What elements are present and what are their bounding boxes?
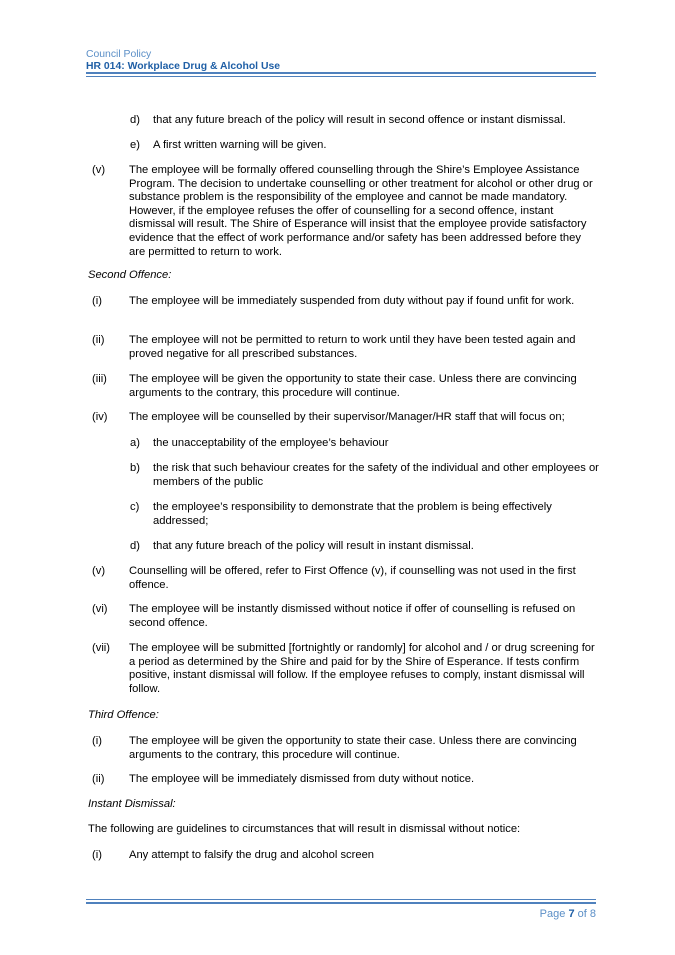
list-item-text: the employee’s responsibility to demonstrate that the problem is being effectively addressed; bbox=[153, 501, 552, 527]
list-number: (ii) bbox=[92, 334, 105, 346]
section-heading-instant-dismissal: Instant Dismissal: bbox=[88, 798, 176, 810]
list-item-text: The employee will not be permitted to return to work until they have been tested again and proved negative for all prescribed substances. bbox=[129, 334, 576, 360]
list-number: (iii) bbox=[92, 373, 107, 385]
list-number: e) bbox=[130, 139, 140, 151]
list-item-text: Counselling will be offered, refer to First Offence (v), if counselling was not used in the first offence. bbox=[129, 565, 576, 591]
current-page: 7 bbox=[568, 908, 575, 920]
list-item-text: that any future breach of the policy will result in instant dismissal. bbox=[153, 540, 474, 552]
list-item-text: The employee will be instantly dismissed without notice if offer of counselling is refused on second offence. bbox=[129, 603, 576, 629]
list-item-text: Any attempt to falsify the drug and alcohol screen bbox=[129, 849, 375, 861]
list-number: (vi) bbox=[92, 603, 108, 615]
list-item-text: the risk that such behaviour creates for the safety of the individual and other employees or members of the public bbox=[153, 462, 599, 488]
of-word: of bbox=[577, 908, 587, 920]
list-item-text: The employee will be immediately suspended from duty without pay if found unfit for work. bbox=[129, 295, 575, 307]
page-word: Page bbox=[539, 908, 566, 920]
list-item-text: the unacceptability of the employee’s behaviour bbox=[153, 437, 389, 449]
list-number: (i) bbox=[92, 849, 102, 861]
list-item-text: The employee will be formally offered counselling through the Shire’s Employee Assistance Program. The decision to undertake counselling or other treatment for alcohol or other drug or substance problem is the responsibility of the employee and cannot be made mandatory. However, if the employee refuses the offer of counselling for a second offence, instant dismissal will result. The Shire of Esperance will insist that the employee provide satisfactory evidence that the effect of work performance and/or safety has been addressed before they are permitted to return to work. bbox=[129, 164, 593, 258]
list-number: a) bbox=[130, 437, 140, 449]
list-number: (v) bbox=[92, 565, 106, 577]
section-heading-second-offence: Second Offence: bbox=[88, 269, 172, 281]
section-heading-third-offence: Third Offence: bbox=[88, 709, 159, 721]
header-org: Council Policy bbox=[86, 49, 152, 60]
list-number: b) bbox=[130, 462, 140, 474]
list-number: c) bbox=[130, 501, 140, 513]
list-number: (i) bbox=[92, 295, 102, 307]
header-doc-title: HR 014: Workplace Drug & Alcohol Use bbox=[86, 61, 281, 72]
list-number: (v) bbox=[92, 164, 106, 176]
footer-rule bbox=[86, 902, 596, 904]
list-item-text: The employee will be submitted [fortnightly or randomly] for alcohol and / or drug screening for a period as determined by the Shire and paid for by the Shire of Esperance. If tests confirm positive, instant dismissal will follow. If the employee refuses to comply, instant dismissal will follow. bbox=[129, 642, 595, 695]
list-number: d) bbox=[130, 540, 140, 552]
list-number: d) bbox=[130, 114, 140, 126]
paragraph-intro: The following are guidelines to circumstances that will result in dismissal without notice: bbox=[88, 823, 521, 835]
list-item-text: A first written warning will be given. bbox=[153, 139, 327, 151]
list-number: (i) bbox=[92, 735, 102, 747]
list-number: (vii) bbox=[92, 642, 111, 654]
footer-rule-thin bbox=[86, 899, 596, 900]
list-item-text: The employee will be given the opportunity to state their case. Unless there are convincing arguments to the contrary, this procedure will continue. bbox=[129, 735, 577, 761]
list-number: (ii) bbox=[92, 773, 105, 785]
list-item-text: The employee will be immediately dismissed from duty without notice. bbox=[129, 773, 475, 785]
total-pages: 8 bbox=[589, 908, 596, 920]
list-number: (iv) bbox=[92, 411, 108, 423]
list-item-text: that any future breach of the policy will result in second offence or instant dismissal. bbox=[153, 114, 566, 126]
list-item-text: The employee will be given the opportunity to state their case. Unless there are convincing arguments to the contrary, this procedure will continue. bbox=[129, 373, 577, 399]
page-number bbox=[540, 908, 596, 922]
list-item-text: The employee will be counselled by their supervisor/Manager/HR staff that will focus on; bbox=[129, 411, 565, 423]
